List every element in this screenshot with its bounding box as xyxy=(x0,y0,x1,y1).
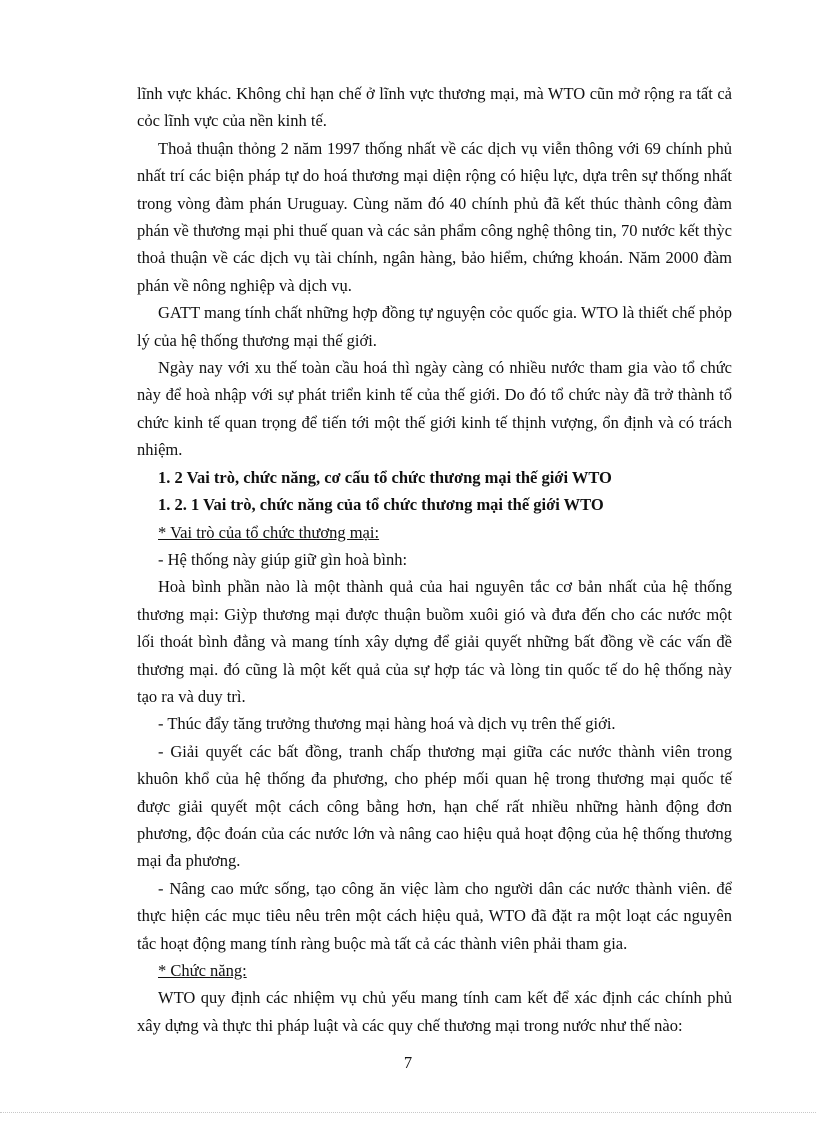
page-number: 7 xyxy=(403,1053,413,1072)
underlined-subtitle xyxy=(137,957,732,984)
underlined-subtitle-text: * Chức năng: xyxy=(158,961,247,980)
paragraph: Ngày nay với xu thế toàn cầu hoá thì ngày càng có nhiều nước tham gia vào tổ chức này để hoà nhập với sự phát triển kinh tế của thế giới. Do đó tổ chức này đã trở thành tổ chức kinh tế quan trọng để tiến tới một thế giới kinh tế thịnh vượng, ổn định và có trách nhiệm. xyxy=(137,358,732,460)
section-heading: 1. 2 Vai trò, chức năng, cơ cấu tổ chức thương mại thế giới WTO xyxy=(158,467,612,487)
subsection-heading: 1. 2. 1 Vai trò, chức năng của tổ chức thương mại thế giới WTO xyxy=(158,495,604,515)
paragraph: GATT mang tính chất những hợp đồng tự nguyện cỏc quốc gia. WTO là thiết chế phỏp lý của hệ thống thương mại thế giới. xyxy=(137,303,732,350)
paragraph: lĩnh vực khác. Không chỉ hạn chế ở lĩnh vực thương mại, mà WTO cũn mở rộng ra tất cả cỏc lĩnh vực của nền kinh tế. xyxy=(137,84,732,131)
paragraph: - Nâng cao mức sống, tạo công ăn việc làm cho người dân các nước thành viên. để thực hiện các mục tiêu nêu trên một cách hiệu quả, WTO đã đặt ra một loạt các nguyên tắc hoạt động mang tính ràng buộc mà tất cả các thành viên phải tham gia. xyxy=(137,878,732,953)
paragraph: - Giải quyết các bất đồng, tranh chấp thương mại giữa các nước thành viên trong khuôn khổ của hệ thống đa phương, cho phép mối quan hệ trong thương mại quốc tế được giải quyết một cách công bằng hơn, hạn chế rất nhiều những hành động đơn phương, độc đoán của các nước lớn và nâng cao hiệu quả hoạt động của hệ thống thương mại đa phương. xyxy=(137,741,732,871)
document-body xyxy=(137,80,732,1039)
paragraph: - Hệ thống này giúp giữ gìn hoà bình: xyxy=(158,549,408,569)
paragraph: Hoà bình phần nào là một thành quả của hai nguyên tắc cơ bản nhất của hệ thống thương mại: Giỳp thương mại được thuận buồm xuôi gió và đưa đến cho các nước một lối thoát bình đẳng và mang tính xây dựng để giải quyết những bất đồng về các vấn đề thương mại. đó cũng là một kết quả của sự hợp tác và lòng tin quốc tế do hệ thống này tạo ra và duy trì. xyxy=(137,577,732,706)
paragraph: WTO quy định các nhiệm vụ chủ yếu mang tính cam kết để xác định các chính phủ xây dựng và thực thi pháp luật và các quy chế thương mại trong nước như thế nào: xyxy=(137,988,732,1035)
paragraph: Thoả thuận thỏng 2 năm 1997 thống nhất về các dịch vụ viễn thông với 69 chính phủ nhất trí các biện pháp tự do hoá thương mại diện rộng có hiệu lực, dựa trên sự thống nhất trong vòng đàm phán Uruguay. Cùng năm đó 40 chính phủ đã kết thúc thành công đàm phán về thương mại phi thuế quan và các sản phẩm công nghệ thông tin, 70 nước kết thỳc thoả thuận về các dịch vụ tài chính, ngân hàng, bảo hiểm, chứng khoán. Năm 2000 đàm phán về nông nghiệp và dịch vụ. xyxy=(137,138,732,295)
underlined-subtitle-text: * Vai trò của tổ chức thương mại: xyxy=(158,522,380,542)
paragraph: - Thúc đẩy tăng trưởng thương mại hàng hoá và dịch vụ trên thế giới. xyxy=(158,714,616,734)
footer-divider xyxy=(0,1112,816,1113)
underlined-subtitle xyxy=(137,519,732,546)
